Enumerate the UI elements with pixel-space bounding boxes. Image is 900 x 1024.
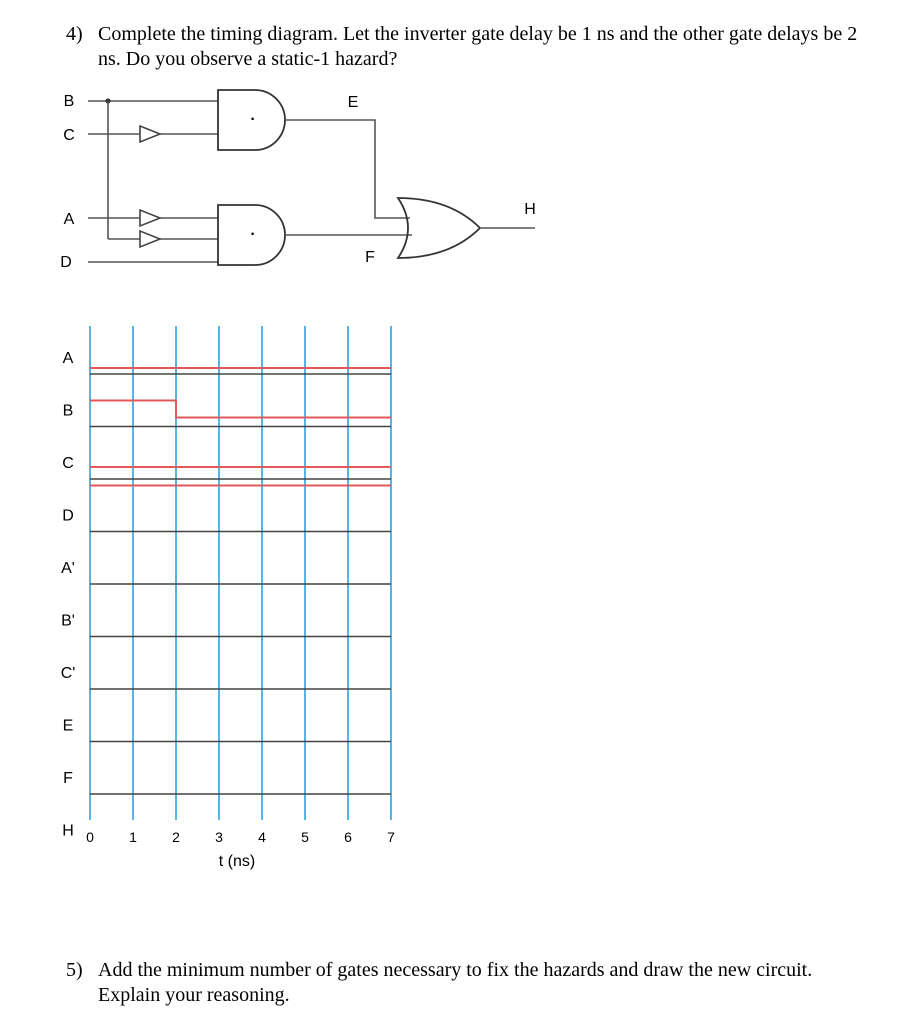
signal-label-6: C' [60,665,76,682]
signal-label-2: C [62,455,74,472]
signal-label-1: B [62,402,74,420]
timing-axis-ticks [86,829,395,845]
tick-label-t6: 6 [344,829,352,845]
signal-label-8: F [63,770,73,787]
and-gate-bottom-symbol: · [250,226,256,243]
signal-label-5: B' [61,612,75,630]
node-label-f: F [365,249,375,266]
tick-label-t7: 7 [387,829,395,845]
input-label-d: D [60,254,72,271]
question-4-text: Complete the timing diagram. Let the inverter gate delay be 1 ns and the other gate delays be 2 ns. Do you observe a static-1 hazard? [98,23,858,70]
tick-label-t2: 2 [172,829,180,845]
signal-label-0: A [62,350,74,367]
wire-e [285,120,410,218]
tick-label-t1: 1 [129,829,137,845]
and-gate-top-symbol: · [250,111,256,128]
input-label-c: C [63,127,75,144]
question-5-text: Add the minimum number of gates necessary to fix the hazards and draw the new circuit. Explain your reasoning. [98,959,813,1006]
logic-circuit [88,90,535,265]
tick-label-t0: 0 [86,829,94,845]
node-label-e: E [347,94,359,111]
signal-label-3: D [62,507,74,525]
timing-baselines [90,374,391,794]
inverter-a [140,210,160,226]
tick-label-t4: 4 [258,829,266,845]
timing-signal-labels [61,350,76,840]
timing-x-label: t (ns) [218,853,256,870]
output-label-h: H [524,201,536,218]
waveform-b [90,401,391,418]
question-4-number: 4) [66,23,83,45]
input-label-b: B [63,93,75,110]
tick-label-t5: 5 [301,829,309,845]
signal-label-9: H [62,822,74,840]
signal-label-7: E [62,717,74,735]
inverter-c [140,126,160,142]
or-gate [398,198,480,258]
input-label-a: A [63,211,75,228]
inverter-b [140,231,160,247]
tick-label-t3: 3 [215,829,223,845]
signal-label-4: A' [61,560,75,577]
question-5-number: 5) [66,959,83,981]
